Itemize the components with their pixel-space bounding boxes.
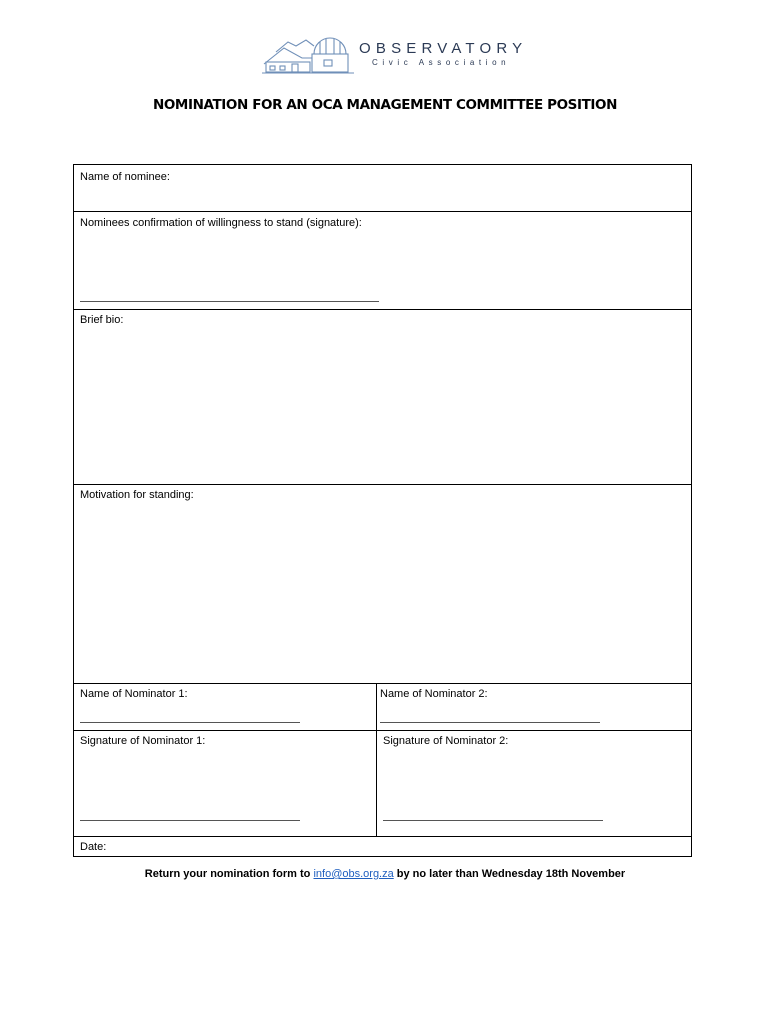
nominator2-signature-label: Signature of Nominator 2: bbox=[383, 735, 509, 747]
nominator1-signature-line[interactable] bbox=[80, 820, 300, 821]
nominator1-name-line[interactable] bbox=[80, 722, 300, 723]
row-divider bbox=[74, 836, 691, 837]
row-divider bbox=[74, 484, 691, 485]
nominator2-name-line[interactable] bbox=[380, 722, 600, 723]
row-divider bbox=[74, 730, 691, 731]
column-divider bbox=[376, 683, 377, 836]
motivation-field[interactable] bbox=[74, 505, 691, 683]
nominator2-name-label: Name of Nominator 2: bbox=[380, 688, 488, 700]
bio-field[interactable] bbox=[74, 330, 691, 484]
date-label: Date: bbox=[80, 841, 107, 853]
nominee-name-label: Name of nominee: bbox=[80, 171, 170, 183]
footer-prefix: Return your nomination form to bbox=[144, 868, 314, 880]
nominee-name-field[interactable] bbox=[74, 185, 691, 211]
motivation-label: Motivation for standing: bbox=[80, 489, 194, 501]
row-divider bbox=[74, 683, 691, 684]
observatory-building-icon bbox=[262, 34, 354, 76]
confirmation-signature-line[interactable] bbox=[80, 301, 379, 302]
logo-wordmark: OBSERVATORY bbox=[359, 40, 528, 57]
bio-label: Brief bio: bbox=[80, 314, 124, 326]
contact-email-link[interactable]: info@obs.org.za bbox=[313, 868, 394, 880]
row-divider bbox=[74, 211, 691, 212]
nominator1-name-label: Name of Nominator 1: bbox=[80, 688, 188, 700]
nominator1-signature-label: Signature of Nominator 1: bbox=[80, 735, 206, 747]
nomination-form bbox=[73, 164, 692, 857]
oca-logo bbox=[262, 34, 528, 78]
nominator2-signature-line[interactable] bbox=[383, 820, 603, 821]
logo-subtitle: Civic Association bbox=[372, 58, 511, 67]
return-instructions bbox=[0, 868, 770, 880]
footer-suffix: by no later than Wednesday 18th November bbox=[393, 868, 626, 880]
page-title: NOMINATION FOR AN OCA MANAGEMENT COMMITTEE POSITION bbox=[152, 97, 618, 113]
row-divider bbox=[74, 309, 691, 310]
confirmation-label: Nominees confirmation of willingness to stand (signature): bbox=[80, 217, 362, 229]
